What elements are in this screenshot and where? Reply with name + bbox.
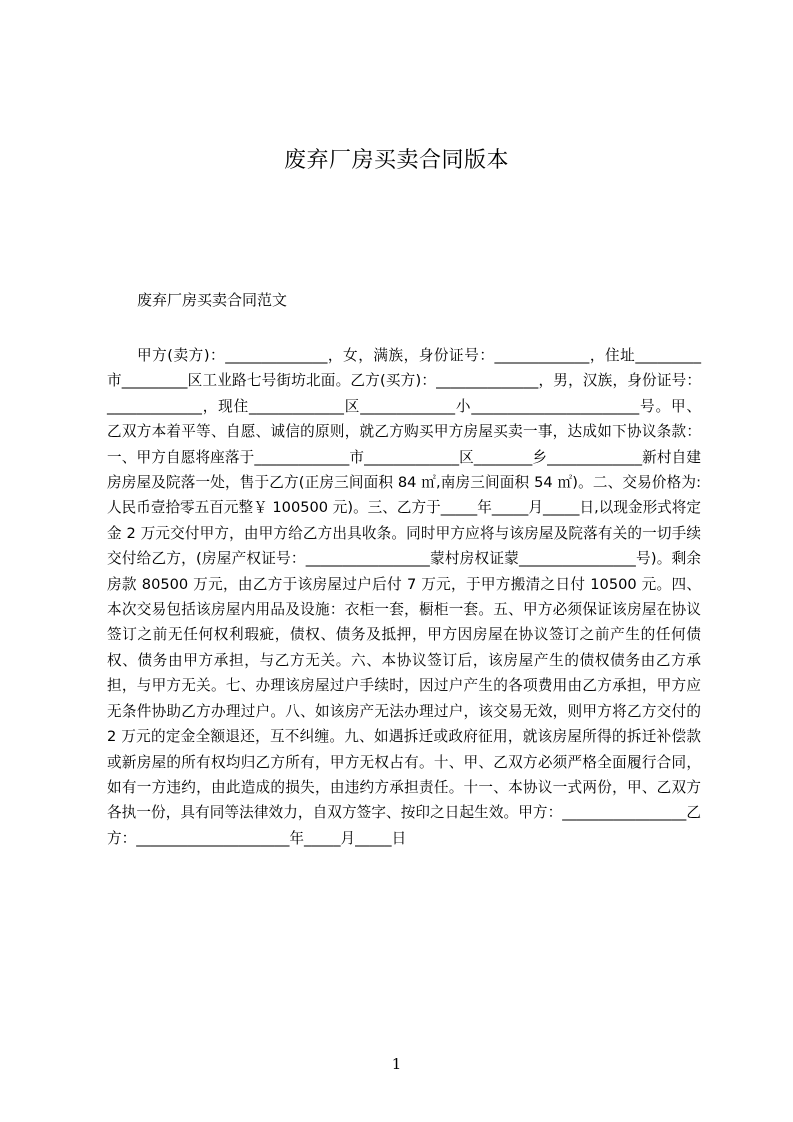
page-number: 1	[391, 1055, 402, 1073]
document-title: 废弃厂房买卖合同版本	[283, 148, 509, 173]
document-subtitle: 废弃厂房买卖合同范文	[137, 291, 288, 309]
contract-body	[107, 343, 701, 851]
contract-paragraph: 甲方(卖方)：______________，女，满族，身份证号：_____________，住址_________市_________区工业路七号街坊北面。乙方(买方)：______________，男，汉族，身份证号：_____________，现住_____________区_____________小_______________________号。甲、乙双方本着平等、自愿、诚信的原则，就乙方购买甲方房屋买卖一事，达成如下协议条款：一、甲方自愿将座落于_____________市_____________区________乡_____________新村自建房房屋及院落一处，售于乙方(正房三间面积 84 ㎡,南房三间面积 54 ㎡)。二、交易价格为:人民币壹拾零五百元整￥ 100500 元)。三、乙方于_____年_____月_____日,以现金形式将定金 2 万元交付甲方，由甲方给乙方出具收条。同时甲方应将与该房屋及院落有关的一切手续交付给乙方，(房屋产权证号：_________________蒙村房权证蒙________________号)。剩余房款 80500 万元，由乙方于该房屋过户后付 7 万元，于甲方搬清之日付 10500 元。四、本次交易包括该房屋内用品及设施：衣柜一套，橱柜一套。五、甲方必须保证该房屋在协议签订之前无任何权利瑕疵，债权、债务及抵押，甲方因房屋在协议签订之前产生的任何债权、债务由甲方承担，与乙方无关。六、本协议签订后，该房屋产生的债权债务由乙方承担，与甲方无关。七、办理该房屋过户手续时，因过户产生的各项费用由乙方承担，甲方应无条件协助乙方办理过户。八、如该房产无法办理过户，该交易无效，则甲方将乙方交付的 2 万元的定金全额退还，互不纠缠。九、如遇拆迁或政府征用，就该房屋所得的拆迁补偿款或新房屋的所有权均归乙方所有，甲方无权占有。十、甲、乙双方必须严格全面履行合同，如有一方违约，由此造成的损失，由违约方承担责任。十一、本协议一式两份，甲、乙双方各执一份，具有同等法律效力，自双方签字、按印之日起生效。甲方：_________________乙方：_____________________年_____月_____日	[107, 347, 701, 847]
